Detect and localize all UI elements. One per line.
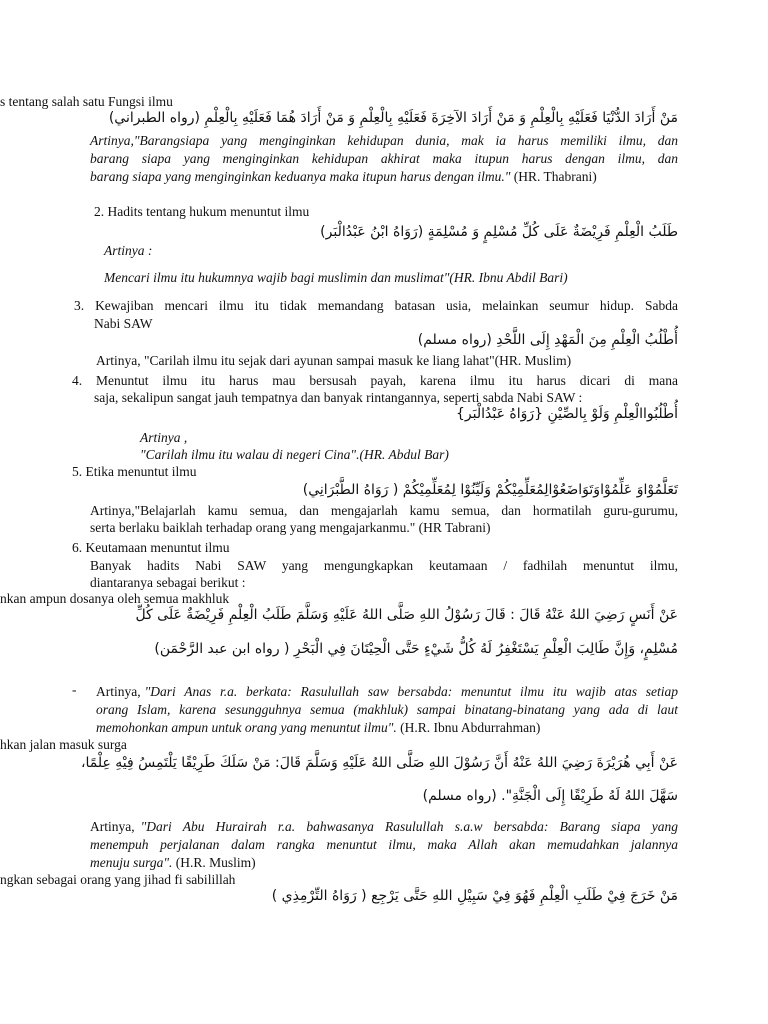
section6-sub-b: hkan jalan masuk surga <box>0 737 127 752</box>
section6-line1: Banyak hadits Nabi SAW yang mengungkapkan keutamaan / fadhilah menuntut ilmu, <box>90 558 678 573</box>
section6-meaning-b-text1: "Dari Abu Hurairah r.a. bahwasanya Rasulullah s.a.w bersabda: Barang siapa yang <box>140 819 678 834</box>
section5-heading: 5. Etika menuntut ilmu <box>72 464 197 479</box>
section6-meaning-b-line2: menempuh perjalanan dalam rangka menuntut ilmu, maka Allah akan memudahkan jalannya <box>90 837 678 852</box>
section4-line1: 4. Menuntut ilmu itu harus mau bersusah payah, karena ilmu itu harus dicari di mana <box>72 373 678 388</box>
section3-arabic: أُطْلُبُ الْعِلْمِ مِنَ الْمَهْدِ إِلَى اللَّحْدِ (رواه مسلم) <box>417 332 678 348</box>
section6-arabic-a2: مُسْلِمٍ، وَإِنَّ طَالِبَ الْعِلْمِ يَسْتَغْفِرُ لَهُ كُلُّ شَيْءٍ حَتَّى الْحِيْتَانَ فِي الْبَحْرِ ( رواه ابن عبد الرَّحْمَن) <box>154 641 678 657</box>
section6-meaning-a-line1 <box>96 684 678 700</box>
section3-line2: Nabi SAW <box>94 316 153 331</box>
section6-source-b: (H.R. Muslim) <box>175 855 256 870</box>
section6-line2: diantaranya sebagai berikut : <box>90 575 246 590</box>
section5-meaning-line2: serta berlaku baiklah terhadap orang yang mengajarkanmu." (HR Tabrani) <box>90 520 491 535</box>
section6-meaning-a-line3 <box>96 720 540 736</box>
section6-sub-c: ngkan sebagai orang yang jihad fi sabilillah <box>0 872 236 887</box>
section6-meaning-a-text1: "Dari Anas r.a. berkata: Rasulullah saw bersabda: menuntut ilmu itu wajib atas setiap <box>144 684 678 699</box>
section6-meaning-b-line3 <box>90 855 256 871</box>
section1-meaning-line3 <box>90 169 597 185</box>
section1-heading: s tentang salah satu Fungsi ilmu <box>0 94 173 109</box>
section4-line2: saja, sekalipun sangat jauh tempatnya dan banyak rintangannya, seperti sabda Nabi SAW : <box>94 390 583 405</box>
section6-sub-a: nkan ampun dosanya oleh semua makhluk <box>0 591 230 606</box>
section6-arabic-a1: عَنْ أَنَسٍ رَضِيَ اللهُ عَنْهُ قَالَ : قَالَ رَسُوْلُ اللهِ صَلَّى اللهُ عَلَيْهِ وَسَلَّمَ طَلَبُ الْعِلْمِ فَرِيْضَةٌ عَلَى كُلِّ <box>135 607 678 623</box>
section2-artinya: Artinya : <box>104 243 153 258</box>
section6-arabic-b2: سَهَّلَ اللهُ لَهُ طَرِيْقًا إِلَى الْجَنَّةِ". (رواه مسلم) <box>422 788 678 804</box>
section4-meaning: "Carilah ilmu itu walau di negeri Cina".(HR. Abdul Bar) <box>140 447 449 462</box>
section1-source: (HR. Thabrani) <box>513 169 597 184</box>
section6-meaning-b-label: Artinya, <box>90 819 135 834</box>
section5-meaning-line1: Artinya,"Belajarlah kamu semua, dan mengajarlah kamu semua, dan hormatilah guru-gurumu, <box>90 503 678 518</box>
section2-arabic: طَلَبُ الْعِلْمِ فَرِيْضَةٌ عَلَى كُلِّ مُسْلِمٍ وَ مُسْلِمَةٍ (رَوَاهُ ابْنُ عَبْدُالْبَر) <box>320 224 678 240</box>
section3-line1: 3. Kewajiban mencari ilmu itu tidak memandang batasan usia, melainkan seumur hidup. Sabda <box>74 298 678 313</box>
section6-meaning-b-text3: menuju surga". <box>90 855 173 870</box>
section6-arabic-c: مَنْ خَرَجَ فِيْ طَلَبِ الْعِلْمِ فَهُوَ فِيْ سَبِيْلِ اللهِ حَتَّى يَرْجِع ( رَوَاهُ التِّرْمِذِي ) <box>271 888 678 904</box>
section2-heading: 2. Hadits tentang hukum menuntut ilmu <box>94 204 310 219</box>
section6-meaning-a-label: Artinya, <box>96 684 141 699</box>
section6-heading: 6. Keutamaan menuntut ilmu <box>72 540 230 555</box>
section6-source-a: (H.R. Ibnu Abdurrahman) <box>400 720 541 735</box>
section5-arabic: تَعَلَّمُوْاوَ عَلِّمُوْاوَتَوَاضَعُوْالِمُعَلِّمِيْكُمْ وَلَيِّنُوْا لِمُعَلِّمِيْكُمْ ( رَوَاهُ الطَّبْرَانِي) <box>302 482 678 498</box>
section1-arabic: مَنْ أَرَادَ الدُّنْيَا فَعَلَيْهِ بِالْعِلْمِ وَ مَنْ أَرَادَ الآخِرَةَ فَعَلَيْهِ بِالْعِلْمِ وَ مَنْ أَرَادَ هُمَا فَعَلَيْهِ بِالْعِلْمِ (رواه الطبراني) <box>108 110 678 126</box>
section1-meaning-text: barang siapa yang menginginkan keduanya maka itupun harus dengan ilmu." <box>90 169 511 184</box>
section6-meaning-b-line1 <box>90 819 678 835</box>
section6-meaning-a-line2: orang Islam, karena sesungguhnya semua (makhluk) sampai binatang-binatang yang ada di laut <box>96 702 678 717</box>
section6-bullet-a: - <box>72 682 77 697</box>
section6-arabic-b1: عَنْ أَبِي هُرَيْرَةَ رَضِيَ اللهُ عَنْهُ أَنَّ رَسُوْلَ اللهِ صَلَّى اللهُ عَلَيْهِ وَسَلَّمَ قَالَ: مَنْ سَلَكَ طَرِيْقًا يَلْتَمِسُ فِيْهِ عِلْمًا، <box>80 755 678 771</box>
section4-arabic: أُطْلُبُواالْعِلْمِ وَلَوْ بِالصِّيْنِ {رَوَاهُ عَبْدُالْبَر} <box>456 406 678 422</box>
section3-meaning: Artinya, "Carilah ilmu itu sejak dari ayunan sampai masuk ke liang lahat"(HR. Muslim) <box>96 353 572 368</box>
section1-meaning-line2: barang siapa yang menginginkan kehidupan akhirat maka itupun harus dengan ilmu, dan <box>90 151 678 166</box>
section2-meaning: Mencari ilmu itu hukumnya wajib bagi muslimin dan muslimat"(HR. Ibnu Abdil Bari) <box>104 270 568 285</box>
section4-artinya: Artinya , <box>140 430 188 445</box>
section1-meaning-line1: Artinya,"Barangsiapa yang menginginkan kehidupan dunia, mak ia harus memiliki ilmu, dan <box>90 133 678 148</box>
section6-meaning-a-text3: memohonkan ampun untuk orang yang menuntut ilmu". <box>96 720 397 735</box>
